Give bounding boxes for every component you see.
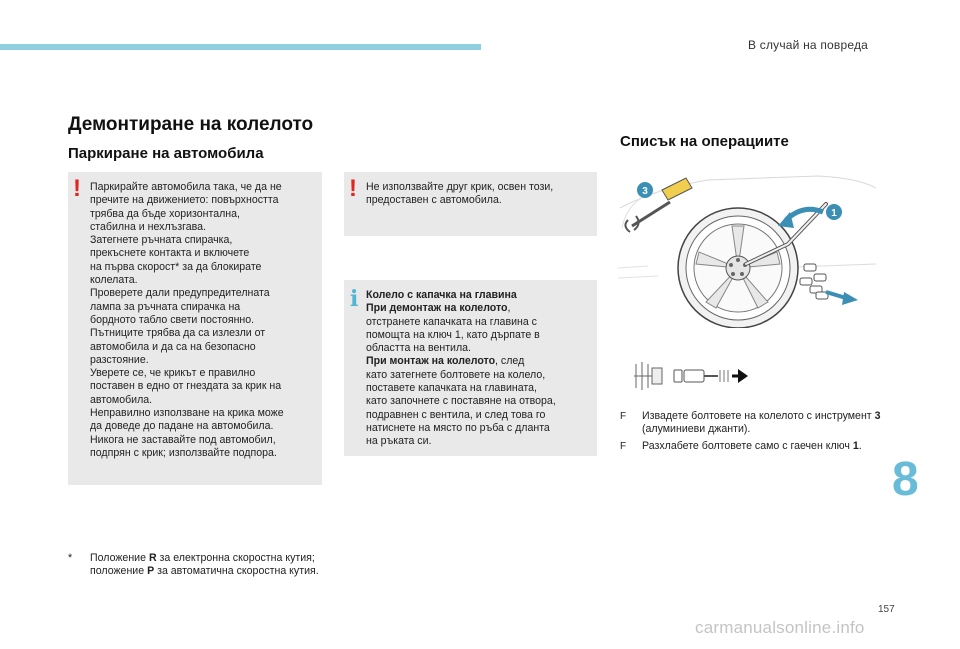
info-line: на ръката си. <box>366 435 432 448</box>
section-title-operations: Списък на операциите <box>620 133 789 150</box>
info-box-heading: Колело с капачка на главина <box>366 289 517 301</box>
figure-label-3: 3 <box>642 186 648 197</box>
warning-line: прекъснете контакта и включете <box>90 247 250 260</box>
operations-steps <box>620 410 890 456</box>
wheel-removal-illustration <box>618 168 880 328</box>
warning-line: Паркирайте автомобила така, че да не <box>90 181 282 193</box>
bolt-tool-illustration <box>632 356 750 396</box>
warning-line: Не използвайте друг крик, освен този, <box>366 181 554 193</box>
warning-line: Никога не заставайте под автомобил, <box>90 433 276 446</box>
page-number: 157 <box>878 604 895 615</box>
warning-line: Неправилно използване на крика може <box>90 407 284 420</box>
step-bullet-icon: F <box>620 411 627 422</box>
info-line: като започнете с поставяне на отвора, <box>366 395 556 408</box>
warning-line: подпрян с крик; използвайте подпора. <box>90 446 277 459</box>
warning-exclamation-icon: ! <box>349 175 357 202</box>
watermark: carmanualsonline.info <box>695 618 865 637</box>
info-icon: i <box>350 286 359 312</box>
warning-line: поставен в едно от гнездата за крик на <box>90 380 282 393</box>
info-line: като затегнете болтовете на колело, <box>366 368 546 381</box>
footnote <box>68 552 338 579</box>
info-line: поставете капачката на главината, <box>366 382 537 395</box>
warning-line: бордното табло свети постоянно. <box>90 313 255 326</box>
info-line: подравнен с вентила, и след това го <box>366 408 546 421</box>
warning-line: колелата. <box>90 274 138 287</box>
info-box-fitting: При монтаж на колелото, след <box>366 355 525 368</box>
warning-line: автомобила. <box>90 393 153 406</box>
warning-line: Пътниците трябва да са излезли от <box>90 327 266 340</box>
warning-line: автомобила и да са на безопасно <box>90 340 256 353</box>
warning-box-parking-text <box>90 181 316 460</box>
warning-line: да доведе до падане на автомобила. <box>90 420 274 433</box>
warning-line: стабилна и нехлъзгава. <box>90 220 206 233</box>
info-box-fitting-lines <box>366 369 591 449</box>
warning-box-jack <box>344 172 597 236</box>
warning-line: разстояние. <box>90 353 149 366</box>
warning-box-parking <box>68 172 322 485</box>
header-accent-bar <box>0 44 481 50</box>
chapter-number: 8 <box>892 453 919 506</box>
page-title: Демонтиране на колелото <box>68 114 314 135</box>
info-box-removal: При демонтаж на колелото, <box>366 302 511 315</box>
warning-line: Проверете дали предупредителната <box>90 287 270 300</box>
warning-line: на първа скорост* за да блокирате <box>90 260 262 273</box>
info-line: областта на вентила. <box>366 342 471 355</box>
info-box-removal-lines <box>366 316 591 356</box>
info-box-text <box>366 289 591 449</box>
operation-step: F Извадете болтовете на колелото с инструмент 3 (алуминиеви джанти). <box>620 410 881 436</box>
footnote-text: Положение R за електронна скоростна кутия; положение P за автоматична скоростна кутия. <box>90 552 319 578</box>
operation-step: F Разхлабете болтовете само с гаечен ключ 1. <box>620 439 862 452</box>
info-line: отстранете капачката на главина с <box>366 315 537 328</box>
warning-box-jack-text <box>366 181 591 208</box>
warning-line: пречите на движението: повърхността <box>90 194 279 207</box>
info-line: натиснете на място по ръба с дланта <box>366 421 550 434</box>
step-bullet-icon: F <box>620 440 627 452</box>
warning-line: Уверете се, че крикът е правилно <box>90 367 256 380</box>
warning-line: предоставен с автомобила. <box>366 194 502 207</box>
info-box-hub-cap <box>344 280 597 456</box>
warning-line: Затегнете ръчната спирачка, <box>90 234 233 247</box>
section-title-parking: Паркиране на автомобила <box>68 145 264 162</box>
warning-exclamation-icon: ! <box>73 175 81 202</box>
warning-line: лампа за ръчната спирачка на <box>90 300 241 313</box>
chapter-title: В случай на повреда <box>748 38 869 52</box>
footnote-star: * <box>68 552 73 564</box>
warning-line: трябва да бъде хоризонтална, <box>90 207 240 220</box>
figure-label-1: 1 <box>831 208 837 219</box>
info-line: помощта на ключ 1, като дърпате в <box>366 328 540 341</box>
